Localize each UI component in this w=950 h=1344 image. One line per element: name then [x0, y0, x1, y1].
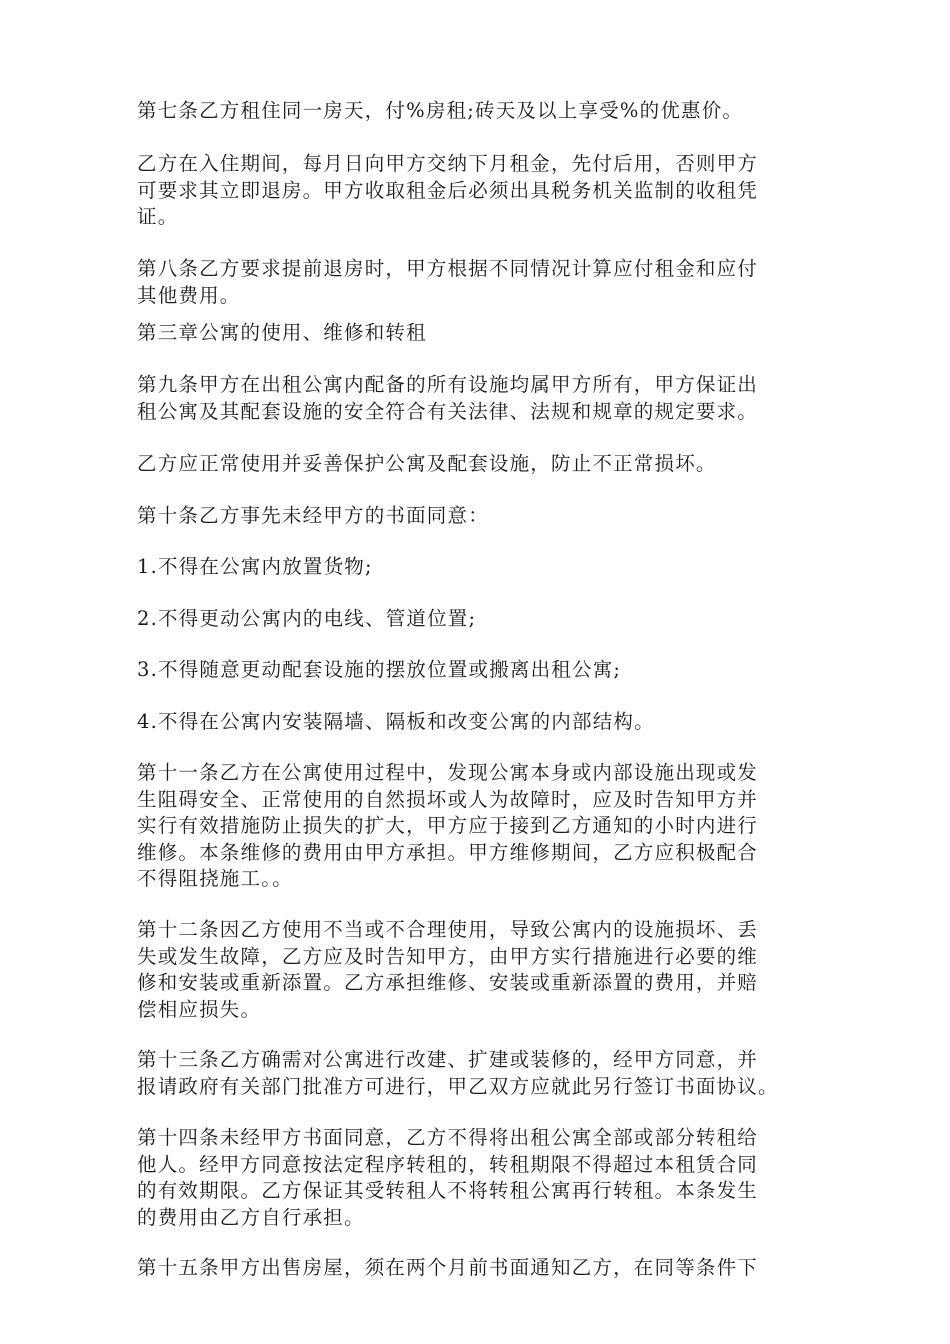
- text-line: 第十一条乙方在公寓使用过程中，发现公寓本身或内部设施出现或发: [137, 761, 759, 784]
- article-8: [137, 256, 827, 309]
- text-line: 第三章公寓的使用、维修和转租: [137, 321, 427, 344]
- article-10: [137, 503, 827, 530]
- text-line: 维修。本条维修的费用由甲方承担。甲方维修期间，乙方应积极配合: [137, 840, 759, 864]
- text-line: 第十条乙方事先未经甲方的书面同意：: [137, 504, 489, 527]
- text-line: 2.不得更动公寓内的电线、管道位置;: [137, 607, 477, 630]
- text-line: 第十二条因乙方使用不当或不合理使用，导致公寓内的设施损坏、丢: [137, 918, 759, 941]
- text-line: 修和安装或重新添置。乙方承担维修、安装或重新添置的费用，并赔: [137, 971, 759, 994]
- text-line: 第七条乙方租住同一房天，付%房租;砖天及以上享受%的优惠价。: [137, 99, 744, 122]
- article-12: [137, 917, 827, 1023]
- text-line: 租公寓及其配套设施的安全符合有关法律、法规和规章的规定要求。: [137, 399, 759, 423]
- text-line: 乙方在入住期间，每月日向甲方交纳下月租金，先付后用，否则甲方: [137, 152, 759, 175]
- text-line: 1.不得在公寓内放置货物;: [137, 555, 373, 578]
- list-item-3: [137, 657, 827, 684]
- proper-use-paragraph: [137, 451, 827, 478]
- article-13: [137, 1047, 827, 1100]
- text-line: 偿相应损失。: [137, 997, 262, 1021]
- text-line: 第十五条甲方出售房屋，须在两个月前书面通知乙方，在同等条件下: [137, 1256, 759, 1279]
- text-line: 证。: [137, 205, 179, 228]
- text-line: 第十三条乙方确需对公寓进行改建、扩建或装修的，经甲方同意，并: [137, 1048, 759, 1071]
- text-line: 他人。经甲方同意按法定程序转租的，转租期限不得超过本租赁合同: [137, 1152, 759, 1176]
- article-14: [137, 1125, 827, 1231]
- text-line: 失或发生故障，乙方应及时告知甲方，由甲方实行措施进行必要的维: [137, 944, 759, 968]
- list-item-1: [137, 554, 827, 581]
- text-line: 第九条甲方在出租公寓内配备的所有设施均属甲方所有，甲方保证出: [137, 373, 759, 396]
- text-line: 其他费用。: [137, 283, 241, 307]
- rent-payment-paragraph: [137, 151, 827, 231]
- text-line: 实行有效措施防止损失的扩大，甲方应于接到乙方通知的小时内进行: [137, 814, 759, 837]
- text-line: 第八条乙方要求提前退房时，甲方根据不同情况计算应付租金和应付: [137, 257, 759, 280]
- text-line: 可要求其立即退房。甲方收取租金后必须出具税务机关监制的收租凭: [137, 178, 759, 202]
- article-11: [137, 760, 827, 893]
- text-line: 报请政府有关部门批准方可进行，甲乙双方应就此另行签订书面协议。: [137, 1074, 779, 1098]
- text-line: 的有效期限。乙方保证其受转租人不将转租公寓再行转租。本条发生: [137, 1179, 759, 1202]
- text-line: 的费用由乙方自行承担。: [137, 1205, 365, 1229]
- article-9: [137, 372, 827, 425]
- list-item-2: [137, 606, 827, 633]
- article-15: [137, 1255, 827, 1282]
- text-line: 不得阻挠施工。。: [137, 867, 293, 890]
- text-line: 乙方应正常使用并妥善保护公寓及配套设施，防止不正常损坏。: [137, 452, 717, 475]
- article-7: [137, 98, 827, 125]
- list-item-4: [137, 709, 827, 736]
- text-line: 第十四条未经甲方书面同意，乙方不得将出租公寓全部或部分转租给: [137, 1126, 759, 1149]
- text-line: 生阻碍安全、正常使用的自然损坏或人为故障时，应及时告知甲方并: [137, 787, 759, 811]
- chapter-3-heading: [137, 320, 827, 347]
- text-line: 3.不得随意更动配套设施的摆放位置或搬离出租公寓;: [137, 658, 622, 681]
- text-line: 4.不得在公寓内安装隔墙、隔板和改变公寓的内部结构。: [137, 710, 655, 733]
